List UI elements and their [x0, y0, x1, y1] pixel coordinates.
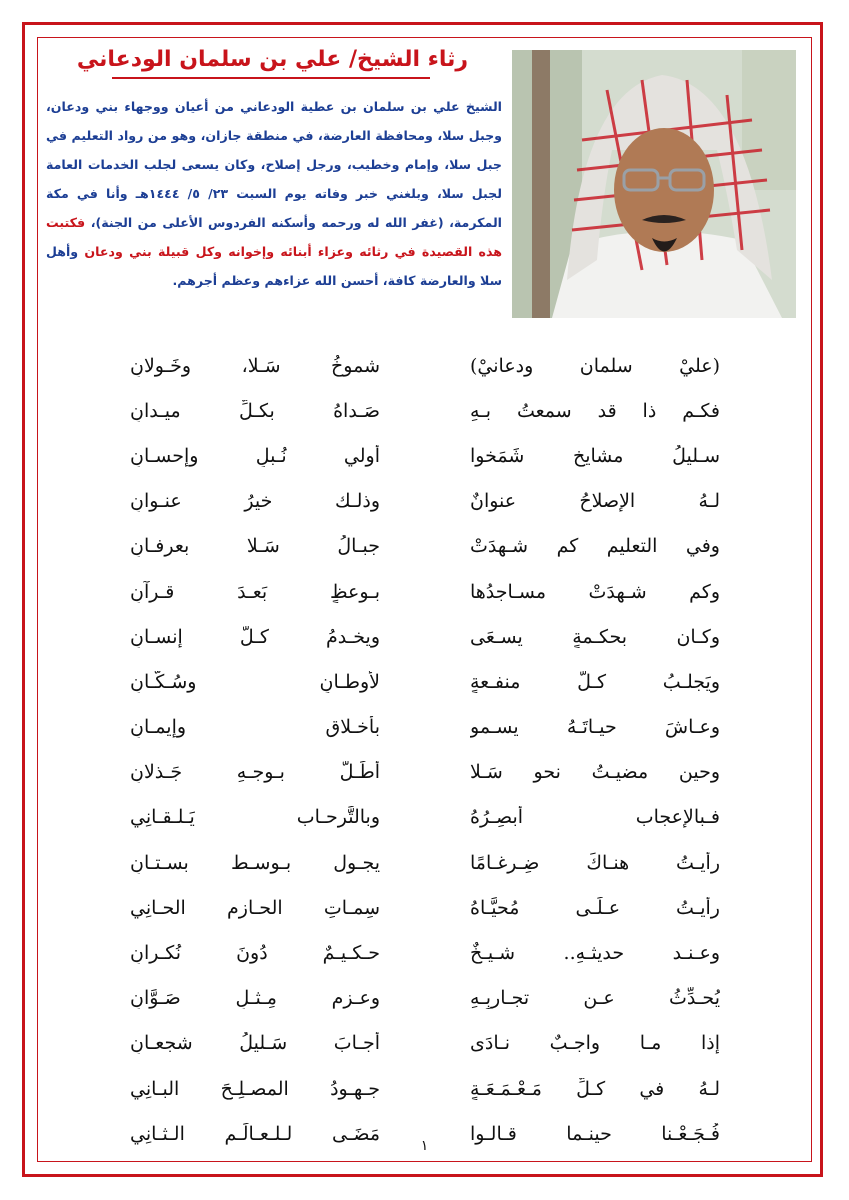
verse-second-hemistich: جبـالُ سَـلا بعرفـانِ — [130, 535, 380, 558]
poem-verse — [130, 976, 720, 1021]
verse-second-hemistich: صَـداهُ بكـلِّ ميـدانِ — [130, 399, 380, 422]
verse-first-hemistich: رأيـتُ عـلَـى مُحيَّـاهُ — [470, 896, 720, 919]
intro-text-end: وأهل سلا والعارضة كافة، أحسن الله عزاءهم وعظم أجرهم. — [46, 244, 502, 288]
poem-verse — [130, 1021, 720, 1066]
verse-second-hemistich: أُولي نُـبلٍ وإحسـانِ — [130, 444, 380, 467]
verse-second-hemistich: أطَـلَّ بـوجـهِ جَـذلانِ — [130, 761, 380, 784]
verse-first-hemistich: فـبالإعجاب أُبصِـرُهُ — [470, 806, 720, 829]
page-title: رثاء الشيخ/ علي بن سلمان الودعاني — [76, 47, 469, 72]
verse-first-hemistich: وحين مضيـتُ نحو سَـلا — [470, 761, 720, 784]
verse-second-hemistich: بأخـلاقٍ وإيمـانِ — [130, 716, 380, 739]
title-underline — [112, 77, 430, 79]
verse-first-hemistich: وكم شـهِدَتْ مسـاجدُها — [470, 580, 720, 603]
poem-verse — [130, 433, 720, 478]
poem-verse — [130, 930, 720, 975]
verse-first-hemistich: وكـان بحكـمةٍ يسـعَى — [470, 625, 720, 648]
verse-first-hemistich: فُـجَـعْـنا حينـما قـالـوا — [470, 1122, 720, 1145]
intro-text: الشيخ علي بن سلمان بن عطية الودعاني من أعيان ووجهاء بني ودعان، وجبل سلا، ومحافظة العارضة، في منطقة جازان، وهو من رواد التعليم في جبل سلا، وإمام وخطيب، ورجل إصلاح، وكان يسعى لجلب الخدمات العامة لجبل سلا، وبلغني خبر وفاته يوم السبت ٢٣/ ٥/ ١٤٤٤هـ وأنا في مكة المكرمة، (غفر الله له ورحمه وأسكنه الفردوس الأعلى من الجنة)، — [46, 99, 502, 230]
intro-paragraph — [46, 92, 502, 328]
poem-verse — [130, 659, 720, 704]
verse-second-hemistich: حـكـيـمٌ دُونَ نُكـرانِ — [130, 942, 380, 965]
poem-verse — [130, 705, 720, 750]
verse-second-hemistich: لأوطـانٍ وسُـكّـانِ — [130, 670, 380, 693]
poem-verse — [130, 795, 720, 840]
verse-first-hemistich: يُحـدِّثُ عـن تجـاربِـهِ — [470, 987, 720, 1010]
poem-verse — [130, 840, 720, 885]
verse-first-hemistich: وعـاشَ حيـاتَـهُ يسـمو — [470, 716, 720, 739]
verse-second-hemistich: سِمـاتِ الحـازمِ الحـانِي — [130, 896, 380, 919]
page-number: ١ — [420, 1138, 429, 1154]
verse-second-hemistich: جـهـودُ المصـلِـحَ البـانِي — [130, 1077, 380, 1100]
verse-second-hemistich: ويخـدمُ كـلَّ إنسـانِ — [130, 625, 380, 648]
verse-first-hemistich: ويَجلـبُ كـلَّ منفـعةٍ — [470, 670, 720, 693]
poem-verse — [130, 479, 720, 524]
verse-first-hemistich: وفي التعليم كم شـهِدَتْ — [470, 535, 720, 558]
poem-verse — [130, 885, 720, 930]
verse-second-hemistich: وعـزمٍ مِـثـلِ صَـوَّانِ — [130, 987, 380, 1010]
poem-verse — [130, 614, 720, 659]
verse-first-hemistich: وعـنـد حديثـهِ.. شـيـخٌ — [470, 942, 720, 965]
verse-first-hemistich: فكـم ذا قد سمعتُ بـهِ — [470, 399, 720, 422]
poem-verse — [130, 1066, 720, 1111]
verse-first-hemistich: رأيـتُ هنـاكَ ضِـرغـامًا — [470, 851, 720, 874]
verse-first-hemistich: (عليْ سلمان ودعانيْ) — [470, 354, 720, 377]
verse-second-hemistich: يجـول بـوسـط بسـتـانِ — [130, 851, 380, 874]
verse-second-hemistich: أجـابَ سَـليلُ شجعـانِ — [130, 1032, 380, 1055]
verse-first-hemistich: لـهُ الإصلاحُ عنوانٌ — [470, 490, 720, 513]
poem-verse — [130, 343, 720, 388]
sheikh-portrait — [512, 50, 796, 318]
verse-second-hemistich: بـوعظٍ بَعـدَ قـرآنِ — [130, 580, 380, 603]
verse-first-hemistich: لـهُ في كـلِّ مَـعْـمَـعَـةٍ — [470, 1077, 720, 1100]
poem — [130, 343, 720, 1156]
verse-second-hemistich: وذلـك خيرُ عنـوانِ — [130, 490, 380, 513]
poem-verse — [130, 524, 720, 569]
intro-highlight: فكتبت هذه القصيدة في رثائه وعزاء أبنائه وإخوانه وكل قبيلة بني ودعان — [46, 215, 502, 259]
verse-first-hemistich: إذا مـا واجـبٌ نـادَى — [470, 1032, 720, 1055]
poem-verse — [130, 569, 720, 614]
verse-second-hemistich: شموخُ سَـلا، وخَـولانِ — [130, 354, 380, 377]
verse-second-hemistich: مَضَـى لـلـعـالَـمِ الـثـانِي — [130, 1122, 380, 1145]
verse-second-hemistich: وبالتَّرحـاب يَـلـقـانِي — [130, 806, 380, 829]
verse-first-hemistich: سـليلُ مشايخٍ شَمَخوا — [470, 444, 720, 467]
poem-verse — [130, 750, 720, 795]
poem-verse — [130, 388, 720, 433]
